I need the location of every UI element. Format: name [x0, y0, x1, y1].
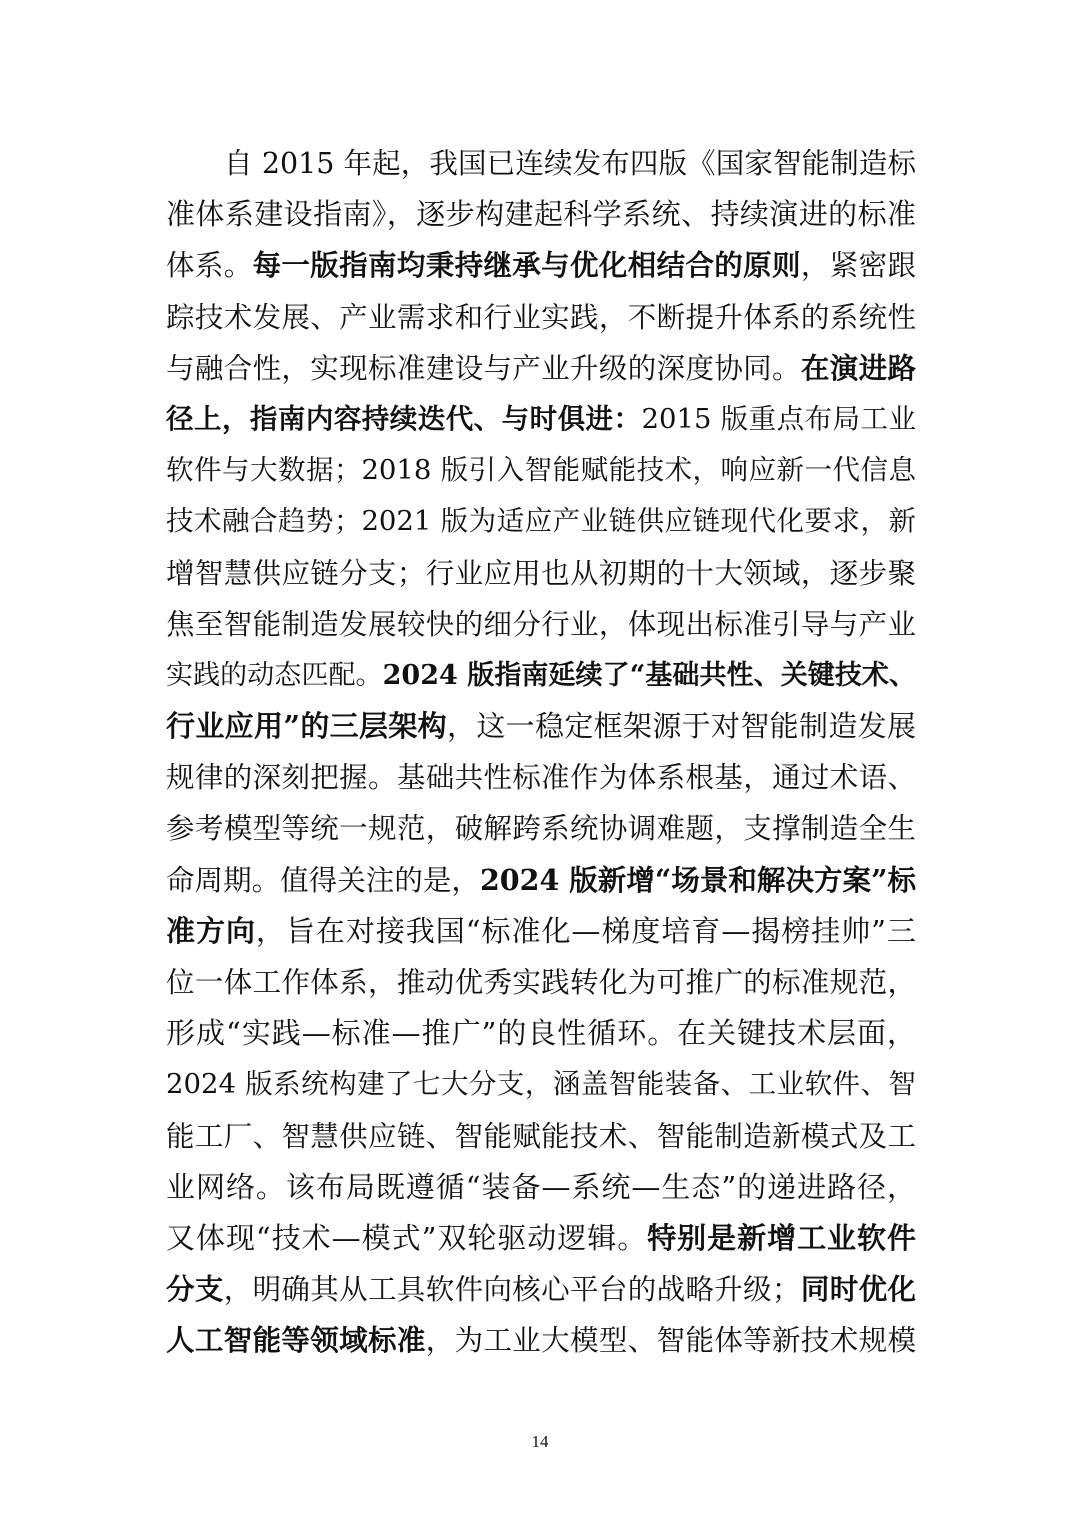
bold-text-segment: 每一版指南均秉持继承与优化相结合的原则 — [252, 248, 801, 283]
text-line — [166, 496, 916, 547]
bold-text-segment: 行业应用”的三层架构 — [166, 709, 447, 744]
text-segment: 能工厂、智慧供应链、智能赋能技术、智能制造新模式及工 — [166, 1119, 916, 1153]
text-segment: 增智慧供应链分支；行业应用也从初期的十大领域，逐步聚 — [166, 556, 916, 590]
text-segment: 与融合性，实现标准建设与产业升级的深度协同。 — [166, 351, 801, 385]
text-segment: 软件与大数据；2018 版引入智能赋能技术，响应新一代信息 — [166, 454, 916, 487]
text-segment: 准体系建设指南》，逐步构建起科学系统、持续演进的标准 — [166, 197, 916, 232]
bold-text-segment: 同时优化 — [800, 1272, 916, 1307]
text-segment: 自 2015 年起，我国已连续发布四版《国家智能制造标 — [224, 147, 916, 180]
bold-text-segment: 准方向 — [166, 913, 256, 948]
bold-text-segment: 人工智能等领域标准 — [166, 1323, 426, 1358]
text-line — [166, 1264, 916, 1315]
text-segment: 参考模型等统一规范，破解跨系统协调难题，支撑制造全生 — [166, 812, 916, 846]
text-segment: ，为工业大模型、智能体等新技术规模 — [425, 1324, 916, 1358]
bold-text-segment: 特别是新增工业软件 — [647, 1220, 916, 1255]
text-line — [166, 292, 916, 343]
text-segment: 命周期。值得关注的是， — [166, 863, 480, 897]
text-segment: 规律的深刻把握。基础共性标准作为体系根基，通过术语、 — [166, 761, 916, 795]
bold-text-segment: 分支 — [166, 1272, 224, 1307]
text-line — [166, 445, 916, 496]
text-segment: 焦至智能制造发展较快的细分行业，体现出标准引导与产业 — [166, 607, 916, 641]
text-segment: 2015 版重点布局工业 — [641, 402, 916, 435]
text-line — [166, 240, 916, 291]
text-line — [166, 394, 916, 445]
text-line — [166, 1213, 916, 1264]
text-line — [166, 855, 916, 906]
text-segment: 又体现“技术—模式”双轮驱动逻辑。 — [166, 1220, 648, 1255]
bold-text-segment: 2024 版新增“场景和解决方案”标 — [479, 862, 916, 897]
text-segment: 踪技术发展、产业需求和行业实践，不断提升体系的系统性 — [166, 300, 916, 334]
bold-text-segment: 在演进路 — [800, 350, 916, 385]
text-line — [166, 1008, 916, 1059]
text-line — [166, 1315, 916, 1366]
text-line — [166, 701, 916, 752]
body-paragraph — [166, 138, 916, 1367]
text-line — [166, 1111, 916, 1162]
text-segment: ，这一稳定框架源于对智能制造发展 — [447, 709, 916, 744]
bold-text-segment: 2024 版指南延续了“基础共性、关键技术、 — [382, 659, 917, 691]
text-line — [166, 189, 916, 240]
text-segment: 体系。 — [166, 249, 253, 283]
text-line — [166, 1162, 916, 1213]
text-segment: 实践的动态匹配。 — [166, 659, 383, 691]
text-line — [166, 803, 916, 854]
text-line — [166, 1059, 916, 1110]
bold-text-segment: 径上，指南内容持续迭代、与时俱进： — [166, 402, 642, 435]
text-segment: ，旨在对接我国“标准化—梯度培育—揭榜挂帅”三 — [255, 913, 916, 948]
text-line — [166, 343, 916, 394]
text-line — [166, 752, 916, 803]
text-segment: ，明确其从工具软件向核心平台的战略升级； — [223, 1273, 801, 1307]
text-line — [166, 650, 916, 701]
text-segment: 位一体工作体系，推动优秀实践转化为可推广的标准规范， — [166, 966, 916, 999]
text-line — [166, 906, 916, 957]
text-segment: ，紧密跟 — [800, 249, 916, 283]
text-line — [166, 957, 916, 1008]
page-number: 14 — [531, 1432, 549, 1451]
text-line — [166, 138, 916, 189]
text-line — [166, 599, 916, 650]
text-segment: 业网络。该布局既遵循“装备—系统—生态”的递进路径， — [166, 1169, 916, 1204]
text-segment: 技术融合趋势；2021 版为适应产业链供应链现代化要求，新 — [166, 505, 916, 538]
text-line — [166, 548, 916, 599]
text-segment: 形成“实践—标准—推广”的良性循环。在关键技术层面， — [166, 1016, 916, 1051]
text-segment: 2024 版系统构建了七大分支，涵盖智能装备、工业软件、智 — [166, 1068, 916, 1101]
